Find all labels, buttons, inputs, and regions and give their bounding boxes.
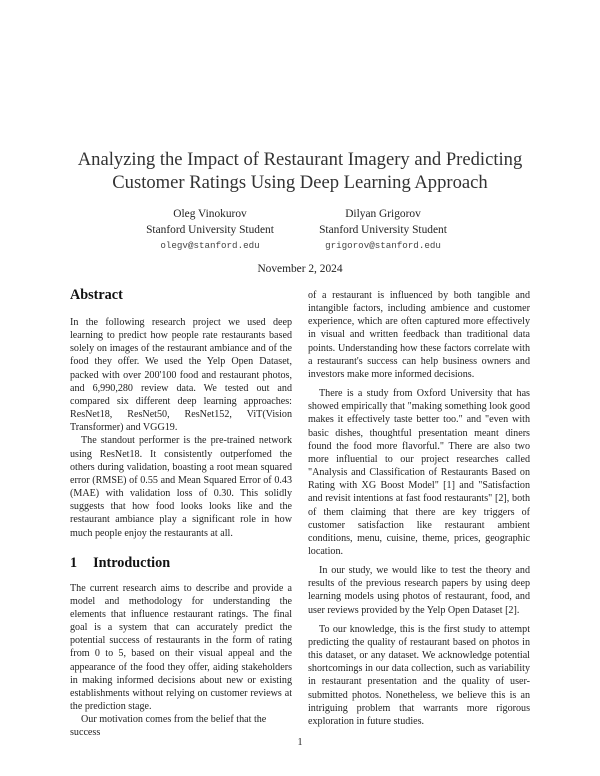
title-line: Analyzing the Impact of Restaurant Imagery and Predicting bbox=[77, 149, 523, 170]
author-block bbox=[110, 206, 310, 253]
right-column bbox=[308, 289, 530, 728]
author-block bbox=[283, 206, 483, 253]
title-line: Customer Ratings Using Deep Learning Approach bbox=[112, 172, 488, 193]
intro-paragraph: There is a study from Oxford University that has showed empirically that "making something look good makes it effectively taste better too." and "even with basic dishes, thoughtful presentation meant diners found the food more flavorful." There are also two more influential to our project researches called "Analysis and Classification of Restaurants Based on Rating with XG Boost Model" [1] and "Satisfaction and revisit intentions at fast food restaurants" [2], both of them claiming that there are key triggers of customer satisfaction like restaurant ambient conditions, menu, cuisine, theme, prices, geographic location. bbox=[308, 388, 530, 557]
author-email: olegv@stanford.edu bbox=[160, 240, 260, 251]
intro-paragraph: In our study, we would like to test the theory and results of the previous research papers by using deep learning models using photos of restaurant, food, and user reviews provided by the Yelp Open Dataset [2]. bbox=[308, 565, 530, 616]
introduction-heading bbox=[70, 554, 292, 572]
author-affiliation: Stanford University Student bbox=[319, 224, 447, 236]
section-title: Introduction bbox=[93, 554, 171, 571]
abstract-paragraph: In the following research project we used deep learning to predict how people rate restaurants based solely on images of the restaurant ambiance and of the food they offer. We used the Yelp Open Dataset, packed with over 200'100 food and restaurant photos, and 6,990,280 review data. We tested out and compared six different deep learning approaches: ResNet18, ResNet50, ResNet152, ViT(Vision Transformer) and VGG19. bbox=[70, 317, 292, 434]
paper-title bbox=[60, 148, 540, 194]
author-email: grigorov@stanford.edu bbox=[325, 240, 441, 251]
paper-date: November 2, 2024 bbox=[257, 263, 343, 275]
abstract-heading: Abstract bbox=[70, 287, 123, 303]
abstract-paragraph: The standout performer is the pre-trained network using ResNet18. It consistently outperfomed the others during validation, boasting a root mean squared error (RMSE) of 0.55 and Mean Squared Error of 0.43 (MAE) with validation loss of 0.30. This solidly suggests that how food looks looks like and the restaurant ambiance play a significant role in how much people enjoy the restaurants at all. bbox=[70, 435, 292, 539]
author-affiliation: Stanford University Student bbox=[146, 224, 274, 236]
left-column bbox=[70, 286, 292, 740]
section-number: 1 bbox=[70, 554, 78, 571]
intro-paragraph: The current research aims to describe and provide a model and methodology for understanding the elements that influence restaurant ratings. The final goal is a system that can accurately predict the potential success of restaurants in the form of rating from 0 to 5, based on their visual appeal and the appearance of the food they offer, aiding stakeholders in making informed decisions about new or existing establishments without relying on customer reviews at the prediction stage. bbox=[70, 582, 292, 713]
intro-paragraph: Our motivation comes from the belief that the success bbox=[70, 714, 267, 739]
intro-paragraph: of a restaurant is influenced by both tangible and intangible factors, including ambience and customer experience, which are often captured more effectively in visual and written feedback than traditional data points. Understanding how these factors correlate with a restaurant's success can help business owners and investors make more informed decisions. bbox=[308, 290, 530, 380]
intro-paragraph: To our knowledge, this is the first study to attempt predicting the quality of restaurant based on photos in this dataset, or any dataset. We acknowledge potential shortcomings in our data collection, such as variability in restaurant presentation and the quality of user-submitted photos. Nonetheless, we believe this is an intriguing problem that warrants more rigorous exploration in future studies. bbox=[308, 623, 530, 727]
author-name: Dilyan Grigorov bbox=[345, 208, 421, 220]
author-name: Oleg Vinokurov bbox=[173, 208, 247, 220]
page-number: 1 bbox=[297, 737, 303, 748]
